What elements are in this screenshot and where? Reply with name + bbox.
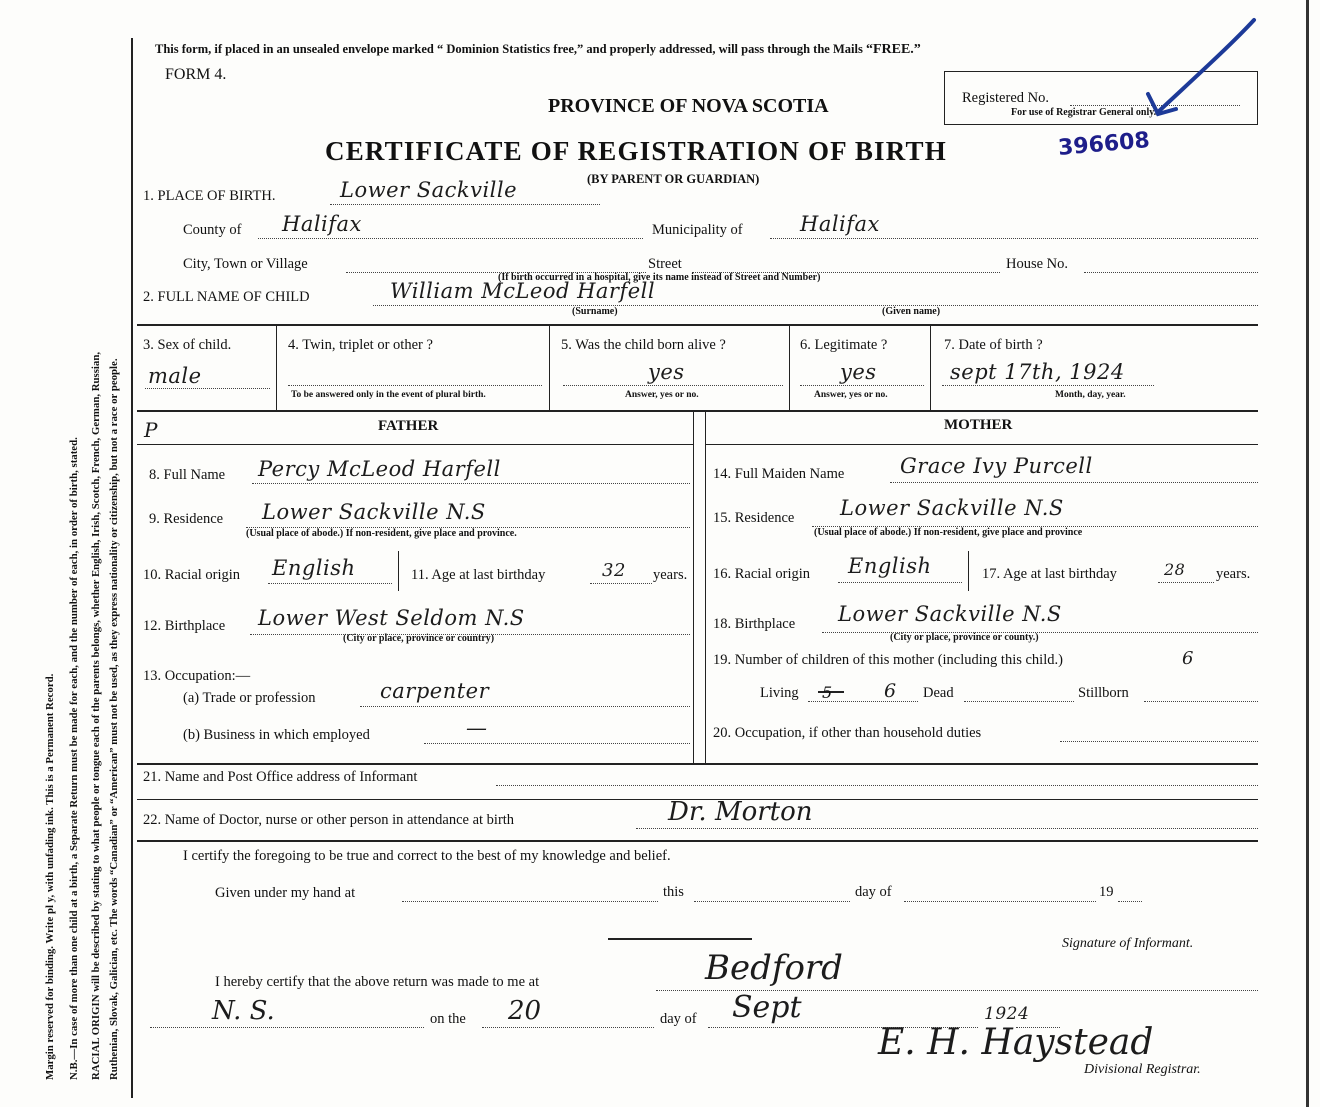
check-mark-icon — [1130, 16, 1260, 126]
father-business-value: — — [466, 716, 488, 740]
doctor-value: Dr. Morton — [668, 797, 813, 827]
mother-birthplace-note: (City or place, province or county.) — [890, 632, 1039, 643]
certificate-subtitle: (BY PARENT OR GUARDIAN) — [587, 172, 760, 186]
certificate-title: CERTIFICATE OF REGISTRATION OF BIRTH — [325, 136, 947, 166]
right-edge — [1306, 0, 1309, 1107]
certified-province-value: N. S. — [212, 996, 275, 1026]
mother-name-value: Grace Ivy Purcell — [900, 454, 1093, 478]
father-trade-value: carpenter — [380, 679, 490, 703]
county-label: County of — [183, 222, 242, 238]
father-birthplace-note: (City or place, province or country) — [343, 633, 495, 644]
father-name-value: Percy McLeod Harfell — [258, 457, 501, 481]
registration-number: 396608 — [1057, 128, 1151, 161]
margin-rule — [131, 38, 133, 1098]
mother-name-label: 14. Full Maiden Name — [713, 466, 845, 482]
father-birthplace-value: Lower West Seldom N.S — [258, 606, 525, 630]
mother-residence-note: (Usual place of abode.) If non-resident, give place and province — [814, 527, 1083, 538]
margin-note-nb: N.B.—In case of more than one child at a birth, a Separate Return must be made for each, and the number of each, in order of birth, stated. — [68, 437, 80, 1080]
registered-number-label: Registered No. — [962, 90, 1049, 106]
date-of-birth-value: sept 17th, 1924 — [950, 360, 1125, 384]
signature-informant-caption: Signature of Informant. — [1062, 936, 1194, 951]
legitimate-value: yes — [840, 360, 877, 384]
child-name-value: William McLeod Harfell — [390, 279, 656, 303]
father-heading: FATHER — [378, 418, 439, 434]
date-of-birth-note: Month, day, year. — [1055, 390, 1126, 400]
mother-children-label: 19. Number of children of this mother (including this child.) — [713, 652, 1063, 668]
born-alive-value: yes — [648, 360, 685, 384]
sex-value: male — [148, 364, 202, 388]
mother-occupation-label: 20. Occupation, if other than household duties — [713, 725, 982, 741]
certified-dayof-label: day of — [660, 1011, 697, 1027]
place-of-birth-value: Lower Sackville — [340, 178, 518, 202]
father-residence-label: 9. Residence — [149, 511, 224, 527]
municipality-label: Municipality of — [652, 222, 743, 238]
registrar-note: For use of Registrar General only. — [1011, 107, 1157, 118]
mother-birthplace-label: 18. Birthplace — [713, 616, 796, 632]
informant-label: 21. Name and Post Office address of Informant — [143, 769, 418, 785]
mother-residence-label: 15. Residence — [713, 510, 795, 526]
father-business-label: (b) Business in which employed — [183, 727, 370, 743]
father-race-value: English — [272, 556, 356, 580]
certify-statement: I certify the foregoing to be true and correct to the best of my knowledge and belief. — [183, 848, 671, 864]
father-age-value: 32 — [602, 560, 626, 581]
mother-heading: MOTHER — [944, 417, 1013, 433]
margin-note-racial-2: Ruthenian, Slovak, Galician, etc. The words “Canadian” or “American” must not be used, as they express nationality or citizenship, but not a race or people. — [108, 358, 120, 1080]
born-alive-note: Answer, yes or no. — [625, 390, 699, 400]
mother-race-value: English — [848, 554, 932, 578]
father-age-label: 11. Age at last birthday — [411, 567, 546, 583]
certified-place-value: Bedford — [705, 948, 843, 988]
on-the-label: on the — [430, 1011, 466, 1027]
father-race-label: 10. Racial origin — [143, 567, 241, 583]
father-name-label: 8. Full Name — [149, 467, 226, 483]
mother-age-years: years. — [1216, 566, 1251, 582]
given-name-caption: (Given name) — [882, 306, 941, 317]
certified-day-value: 20 — [508, 996, 542, 1026]
hospital-note: (If birth occurred in a hospital, give its name instead of Street and Number) — [498, 272, 821, 283]
municipality-value: Halifax — [800, 212, 880, 236]
father-occupation-label: 13. Occupation:— — [143, 668, 251, 684]
mother-living-value: 6 — [884, 680, 897, 702]
city-label: City, Town or Village — [183, 256, 308, 272]
form-number: FORM 4. — [165, 66, 227, 83]
twin-note: To be answered only in the event of plural birth. — [291, 390, 486, 400]
mother-race-label: 16. Racial origin — [713, 566, 811, 582]
mother-living-label: Living — [760, 685, 799, 701]
mother-stillborn-label: Stillborn — [1078, 685, 1129, 701]
house-no-label: House No. — [1006, 256, 1069, 272]
given-year-label: 19 — [1099, 884, 1114, 900]
certified-year-value: 1924 — [984, 1004, 1030, 1024]
legitimate-label: 6. Legitimate ? — [800, 337, 888, 353]
surname-caption: (Surname) — [572, 306, 618, 317]
county-value: Halifax — [282, 212, 362, 236]
twin-label: 4. Twin, triplet or other ? — [288, 337, 433, 353]
child-name-label: 2. FULL NAME OF CHILD — [143, 289, 310, 305]
mother-dead-label: Dead — [923, 685, 954, 701]
doctor-label: 22. Name of Doctor, nurse or other person in attendance at birth — [143, 812, 515, 828]
given-this-label: this — [663, 884, 684, 900]
father-age-years: years. — [653, 567, 688, 583]
father-residence-value: Lower Sackville N.S — [262, 500, 486, 524]
mother-residence-value: Lower Sackville N.S — [840, 496, 1064, 520]
mother-children-value: 6 — [1182, 648, 1194, 669]
father-trade-label: (a) Trade or profession — [183, 690, 316, 706]
informant-signature-line — [608, 938, 752, 940]
mail-note: This form, if placed in an unsealed envelope marked “ Dominion Statistics free,” and properly addressed, will pass through the Mails “FREE.” — [155, 42, 921, 57]
mother-birthplace-value: Lower Sackville N.S — [838, 602, 1062, 626]
father-birthplace-label: 12. Birthplace — [143, 618, 226, 634]
legitimate-note: Answer, yes or no. — [814, 390, 888, 400]
divisional-registrar-caption: Divisional Registrar. — [1084, 1062, 1201, 1077]
father-margin-mark: P — [144, 418, 158, 442]
struck-value-icon: 5 — [816, 680, 846, 702]
place-of-birth-label: 1. PLACE OF BIRTH. — [143, 188, 276, 204]
certified-month-value: Sept — [732, 990, 802, 1025]
sex-label: 3. Sex of child. — [143, 337, 232, 353]
province-title: PROVINCE OF NOVA SCOTIA — [548, 95, 829, 117]
mother-age-value: 28 — [1164, 560, 1186, 579]
margin-note-binding: Margin reserved for binding. Write pl y, with unfading ink. This is a Permanent Record. — [44, 673, 56, 1080]
hereby-certify-label: I hereby certify that the above return was made to me at — [215, 974, 540, 990]
street-label: Street — [648, 256, 682, 272]
given-dayof-label: day of — [855, 884, 892, 900]
mother-age-label: 17. Age at last birthday — [982, 566, 1117, 582]
given-under-label: Given under my hand at — [215, 885, 356, 901]
father-residence-note: (Usual place of abode.) If non-resident, give place and province. — [246, 528, 517, 539]
date-of-birth-label: 7. Date of birth ? — [944, 337, 1043, 353]
margin-note-racial-1: RACIAL ORIGIN will be described by stating to what people or tongue each of the parents belongs, whether English, Irish, Scotch, French, German, Russian, — [90, 351, 102, 1080]
registrar-signature: E. H. Haystead — [878, 1022, 1154, 1063]
born-alive-label: 5. Was the child born alive ? — [561, 337, 726, 353]
